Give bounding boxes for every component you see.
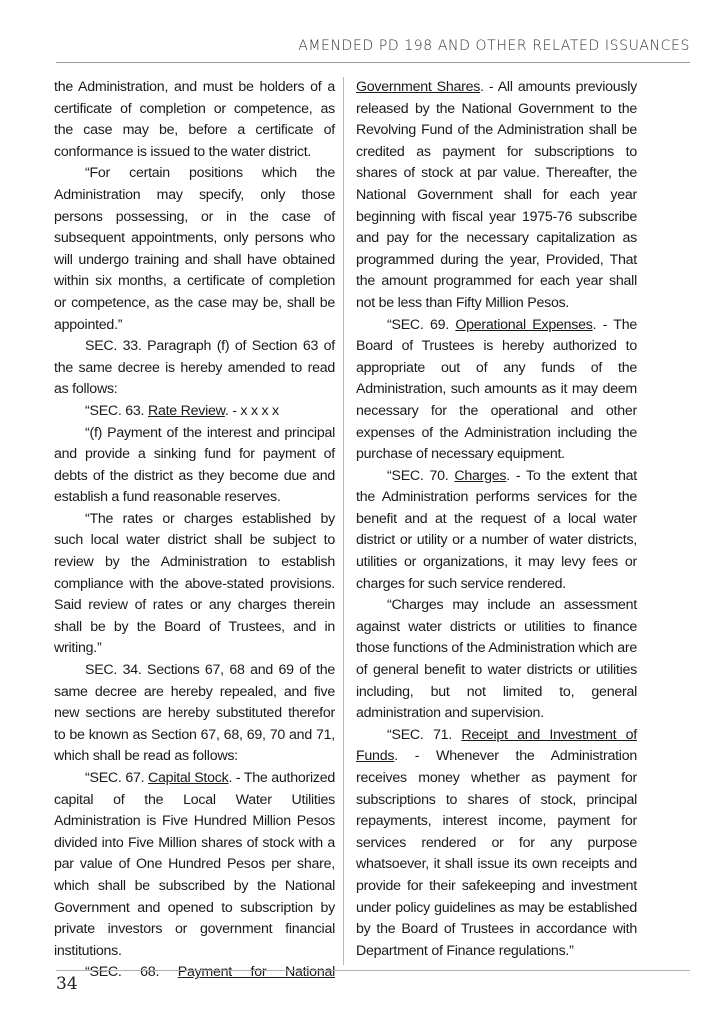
paragraph: “Charges may include an assessment against water districts or utilities to finance those functions of the Administration which are of general benefit to water districts or utilities including, but not limited to, general administration and supervision. bbox=[356, 597, 637, 722]
paragraph-sec-67: “SEC. 67. Capital Stock. - The authorized capital of the Local Water Utilities Administration is Five Hundred Million Pesos divided into Five Million shares of stock with a par value of One Hundred Pesos per share, which shall be subscribed by the National Government and opened to subscription by private investors or government financial institutions. bbox=[54, 770, 336, 959]
paragraph-sec-33: SEC. 33. Paragraph (f) of Section 63 of the same decree is hereby amended to read as follows: bbox=[54, 338, 335, 398]
section-heading: Charges bbox=[454, 467, 507, 484]
footer-rule bbox=[56, 970, 690, 971]
paragraph-sec-63: “SEC. 63. Rate Review. - x x x x bbox=[85, 402, 279, 419]
paragraph-sec-71: “SEC. 71. Receipt and Investment of Funds. - Whenever the Administration receives money whether as payment for subscriptions to shares of stock, principal repayments, interest income, payment for services rendered or for any purpose whatsoever, it shall issue its own receipts and provide for their safekeeping and investment under policy guidelines as may be established by the Board of Trustees in accordance with Department of Finance regulations.” bbox=[356, 726, 638, 959]
section-heading: Rate Review bbox=[147, 402, 225, 419]
left-column bbox=[54, 77, 335, 984]
header-rule bbox=[56, 62, 690, 63]
paragraph: “For certain positions which the Administration may specify, only those persons possessing, or in the case of subsequent appointments, only persons who will undergo training and shall have obtained within six months, a certificate of completion or competence, as the case may be, shall be appointed.” bbox=[54, 165, 335, 333]
section-heading: Payment for National bbox=[177, 964, 335, 981]
section-heading: Government Shares bbox=[356, 79, 481, 95]
page-number: 34 bbox=[56, 974, 78, 994]
paragraph-sec-68-cont: Government Shares. - All amounts previously released by the National Government to the Revolving Fund of the Administration shall be credited as payment for subscriptions to shares of stock at par value. Thereafter, the National Government shall for each year beginning with fiscal year 1975-76 subscribe and pay for the necessary capitalization as programmed during the year, Provided, That the amount programmed for each year shall not be less than Fifty Million Pesos. bbox=[356, 79, 637, 311]
section-heading: Receipt and Investment of Funds bbox=[356, 726, 638, 765]
paragraph: “(f) Payment of the interest and principal and provide a sinking fund for payment of debts of the district as they become due and establish a fund reasonable reserves. bbox=[54, 424, 335, 506]
running-header: AMENDED PD 198 AND OTHER RELATED ISSUANCES bbox=[298, 38, 690, 54]
paragraph-sec-34: SEC. 34. Sections 67, 68 and 69 of the same decree are hereby repealed, and five new sections are hereby substituted therefor to be known as Section 67, 68, 69, 70 and 71, which shall be read as follows: bbox=[54, 662, 335, 765]
column-divider bbox=[343, 77, 344, 965]
paragraph-sec-70: “SEC. 70. Charges. - To the extent that the Administration performs services for the benefit and at the request of a local water district or utility or a number of water districts, utilities or organizations, it may levy fees or charges for such service rendered. bbox=[356, 467, 638, 592]
right-column bbox=[356, 77, 637, 962]
section-heading: Operational Expenses bbox=[455, 316, 593, 333]
paragraph-sec-69: “SEC. 69. Operational Expenses. - The Board of Trustees is hereby authorized to appropriate out of any funds of the Administration, such amounts as it may deem necessary for the operational and other expenses of the Administration including the purchase of necessary equipment. bbox=[356, 316, 637, 463]
paragraph: “The rates or charges established by such local water district shall be subject to review by the Administration to establish compliance with the above-stated provisions. Said review of rates or any charges therein shall be by the Board of Trustees, and in writing.” bbox=[54, 510, 335, 657]
section-heading: Capital Stock bbox=[148, 770, 229, 786]
paragraph-sec-68: “SEC. 68. Payment for National bbox=[85, 964, 335, 981]
paragraph: the Administration, and must be holders of a certificate of completion or competence, as the case may be, before a certificate of conformance is issued to the water district. bbox=[54, 79, 335, 160]
